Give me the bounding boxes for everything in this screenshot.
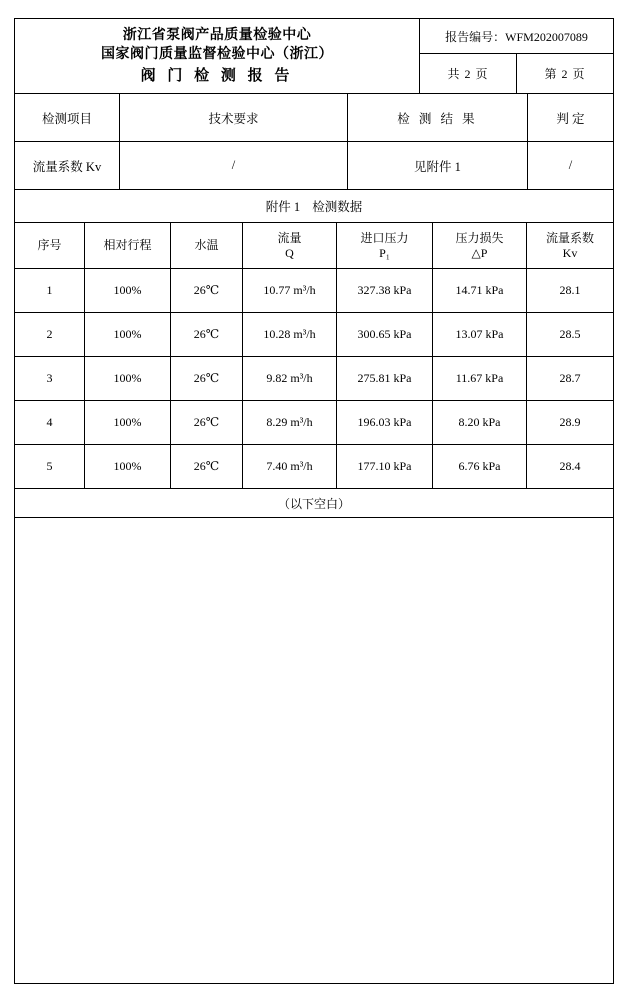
cell-temp: 26℃ xyxy=(171,357,243,400)
annex-col-stroke-l1: 相对行程 xyxy=(103,238,152,252)
table-row xyxy=(15,356,613,400)
annex-col-flow-l2: Q xyxy=(285,245,294,260)
table-row xyxy=(15,268,613,312)
cell-inlet: 196.03 kPa xyxy=(337,401,433,444)
cell-kv: 28.9 xyxy=(559,415,581,429)
table-row xyxy=(15,444,613,488)
cell-kv: 28.1 xyxy=(559,283,581,297)
table-row xyxy=(15,400,613,444)
annex-col-temp-l1: 水温 xyxy=(194,238,219,252)
cell-flow: 10.28 m³/h xyxy=(243,313,337,356)
cell-temp: 26℃ xyxy=(171,269,243,312)
annex-caption-sub: 检测数据 xyxy=(312,200,363,214)
report-number: 报告编号：WFM202007089 xyxy=(420,19,613,54)
annex-col-inlet-l2: P₁ xyxy=(379,245,390,260)
cell-flow: 7.40 m³/h xyxy=(243,445,337,488)
cell-loss: 13.07 kPa xyxy=(433,313,527,356)
cell-loss: 14.71 kPa xyxy=(433,269,527,312)
cell-loss: 11.67 kPa xyxy=(433,357,527,400)
cell-inlet: 327.38 kPa xyxy=(337,269,433,312)
cell-item-name: 流量系数 Kv xyxy=(15,142,120,189)
cell-no: 3 xyxy=(15,357,85,400)
col-header-verdict: 判 定 xyxy=(556,111,585,126)
annex-col-loss-l1: 压力损失 xyxy=(455,230,504,245)
annex-col-stroke xyxy=(85,223,171,268)
page-info xyxy=(420,54,613,93)
annex-col-flow-l1: 流量 xyxy=(277,230,302,245)
col-header-item: 检测项目 xyxy=(15,94,120,141)
blank-below-note: （以下空白） xyxy=(15,488,613,517)
cell-flow: 8.29 m³/h xyxy=(243,401,337,444)
header-title-block xyxy=(15,19,420,93)
cell-temp: 26℃ xyxy=(171,445,243,488)
annex-col-temp xyxy=(171,223,243,268)
cell-stroke: 100% xyxy=(85,445,171,488)
cell-stroke: 100% xyxy=(85,357,171,400)
annex-col-loss xyxy=(433,223,527,268)
org-name-line2: 国家阀门质量监督检验中心（浙江） xyxy=(101,47,333,62)
annex-col-flow xyxy=(243,223,337,268)
cell-verdict: / xyxy=(568,158,573,172)
annex-col-kv xyxy=(527,223,613,268)
cell-no: 4 xyxy=(15,401,85,444)
main-table-row xyxy=(15,141,613,189)
table-row xyxy=(15,312,613,356)
main-table-header-row xyxy=(15,93,613,141)
cell-loss: 6.76 kPa xyxy=(433,445,527,488)
annex-col-no xyxy=(15,223,85,268)
annex-col-kv-l1: 流量系数 xyxy=(545,230,594,245)
annex-col-inlet-l1: 进口压力 xyxy=(360,230,409,245)
annex-col-no-l1: 序号 xyxy=(37,238,62,252)
cell-temp: 26℃ xyxy=(171,401,243,444)
cell-stroke: 100% xyxy=(85,401,171,444)
col-header-requirement: 技术要求 xyxy=(120,94,348,141)
cell-inlet: 275.81 kPa xyxy=(337,357,433,400)
total-pages: 共 2 页 xyxy=(420,54,517,93)
annex-col-loss-l2: △P xyxy=(471,245,488,260)
cell-kv: 28.7 xyxy=(559,371,581,385)
cell-inlet: 300.65 kPa xyxy=(337,313,433,356)
cell-loss: 8.20 kPa xyxy=(433,401,527,444)
annex-col-inlet xyxy=(337,223,433,268)
annex-col-kv-l2: Kv xyxy=(562,245,578,260)
report-title: 阀 门 检 测 报 告 xyxy=(140,68,294,84)
cell-no: 5 xyxy=(15,445,85,488)
annex-header-row xyxy=(15,222,613,268)
cell-no: 1 xyxy=(15,269,85,312)
cell-kv: 28.5 xyxy=(559,327,581,341)
annex-caption-label: 附件 1 xyxy=(265,200,301,214)
cell-result: 见附件 1 xyxy=(348,142,528,189)
cell-requirement: / xyxy=(120,142,348,189)
header-meta-block xyxy=(420,19,613,93)
cell-flow: 10.77 m³/h xyxy=(243,269,337,312)
report-header xyxy=(15,19,613,93)
cell-temp: 26℃ xyxy=(171,313,243,356)
org-name-line1: 浙江省泵阀产品质量检验中心 xyxy=(122,28,312,43)
empty-page-area xyxy=(15,517,613,983)
cell-stroke: 100% xyxy=(85,269,171,312)
report-outer-frame xyxy=(14,18,614,984)
cell-no: 2 xyxy=(15,313,85,356)
cell-kv: 28.4 xyxy=(559,459,581,473)
cell-inlet: 177.10 kPa xyxy=(337,445,433,488)
cell-flow: 9.82 m³/h xyxy=(243,357,337,400)
cell-stroke: 100% xyxy=(85,313,171,356)
annex-caption xyxy=(15,189,613,222)
col-header-result: 检 测 结 果 xyxy=(348,94,528,141)
current-page: 第 2 页 xyxy=(544,67,586,81)
